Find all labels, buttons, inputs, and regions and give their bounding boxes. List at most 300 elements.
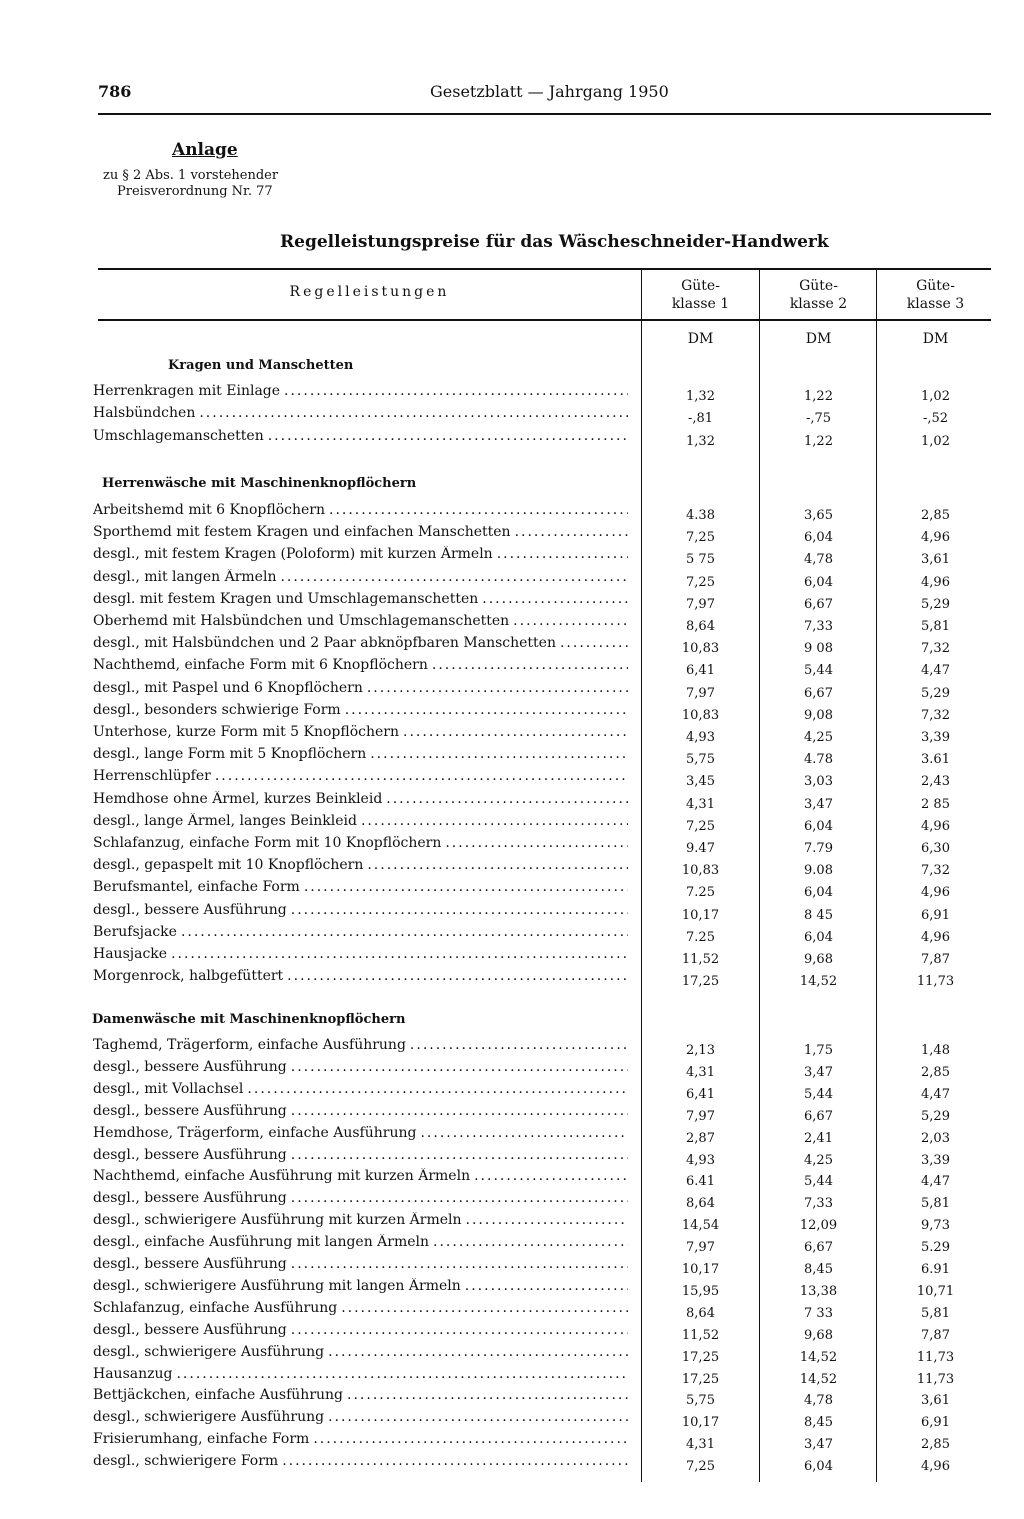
- price-klasse-2: 9 08: [804, 641, 833, 657]
- price-klasse-3: 7,87: [921, 952, 950, 967]
- page-number: 786: [98, 82, 132, 101]
- price-klasse-2: 6,04: [804, 574, 833, 590]
- row-label-text: desgl., mit Halsbündchen und 2 Paar abknöpfbaren Manschetten: [93, 635, 556, 652]
- row-label-text: desgl., lange Form mit 5 Knopflöchern: [93, 746, 367, 763]
- table-row: [93, 1299, 991, 1322]
- price-klasse-1: 7,97: [686, 685, 715, 701]
- table-row: [93, 1343, 991, 1366]
- price-klasse-1: 7,97: [686, 1240, 715, 1256]
- price-klasse-2: 6,67: [804, 1108, 833, 1124]
- row-label-text: desgl., bessere Ausführung: [93, 1256, 287, 1272]
- leader-dots: [304, 879, 628, 895]
- row-label: [93, 1125, 628, 1141]
- row-label-text: Halsbündchen: [93, 405, 196, 422]
- table-row: [93, 879, 991, 901]
- column-header-line: klasse 1: [671, 296, 730, 312]
- price-klasse-3: 4,96: [921, 818, 950, 834]
- table-row: [93, 524, 991, 546]
- row-label-text: Frisierumhang, einfache Form: [93, 1431, 310, 1448]
- row-label-text: desgl., bessere Ausführung: [93, 1321, 287, 1338]
- price-klasse-1: 9.47: [686, 841, 715, 856]
- table-row: [93, 1277, 991, 1300]
- table-row: [93, 968, 991, 990]
- price-klasse-1: 5 75: [686, 552, 715, 568]
- running-head: Gesetzblatt — Jahrgang 1950: [430, 82, 669, 101]
- table-row: [93, 1146, 991, 1169]
- table-row: [93, 746, 991, 768]
- price-klasse-1: 17,25: [681, 974, 720, 990]
- row-label: [93, 1366, 628, 1382]
- table-row: [93, 701, 991, 724]
- table-row: [93, 1037, 991, 1059]
- row-label-text: desgl., schwierigere Ausführung: [93, 1409, 325, 1426]
- price-klasse-1: 7.25: [686, 929, 715, 945]
- row-label: [93, 405, 628, 421]
- row-label: [93, 835, 628, 851]
- price-klasse-2: 5,44: [804, 1174, 833, 1190]
- row-label: [93, 946, 628, 962]
- unit-label: DM: [687, 331, 714, 347]
- row-label-text: desgl., gepaspelt mit 10 Knopflöchern: [93, 857, 364, 874]
- price-klasse-2: 9,08: [804, 707, 833, 723]
- price-klasse-1: 7,25: [686, 530, 715, 546]
- table-row: [93, 502, 991, 524]
- unit-label: DM: [922, 331, 949, 347]
- section-heading: Herrenwäsche mit Maschinenknopflöchern: [102, 476, 417, 491]
- table-row: [93, 946, 991, 968]
- price-klasse-1: 6,41: [686, 1086, 715, 1102]
- row-label-text: Herrenschlüpfer: [93, 768, 211, 785]
- row-label-text: Morgenrock, halbgefüttert: [93, 968, 284, 985]
- price-klasse-2: 6,04: [804, 885, 833, 901]
- table-row: [93, 427, 991, 450]
- table-row: [93, 857, 991, 879]
- leader-dots: [291, 1190, 628, 1206]
- row-label-text: Bettjäckchen, einfache Ausführung: [93, 1387, 344, 1404]
- table-row: [93, 1431, 991, 1453]
- row-label-text: Schlafanzug, einfache Ausführung: [93, 1299, 338, 1316]
- leader-dots: [420, 1125, 628, 1141]
- price-klasse-1: 8,64: [686, 1196, 715, 1212]
- price-klasse-2: 13,38: [799, 1283, 838, 1299]
- row-label-text: desgl., schwierigere Ausführung: [93, 1343, 325, 1360]
- price-klasse-1: 7,97: [686, 596, 715, 612]
- price-klasse-2: -,75: [805, 411, 832, 427]
- table-row: [93, 568, 991, 591]
- price-klasse-3: 3,61: [921, 552, 950, 568]
- table-row: [93, 1409, 991, 1431]
- price-klasse-2: 6,67: [804, 1240, 833, 1256]
- price-klasse-2: 9.08: [804, 863, 833, 879]
- leader-dots: [361, 813, 628, 829]
- table-row: [93, 635, 991, 657]
- leader-dots: [345, 702, 628, 718]
- leader-dots: [367, 857, 628, 873]
- price-klasse-1: 5,75: [686, 752, 715, 768]
- table-row: [93, 1058, 991, 1081]
- price-klasse-2: 3,47: [804, 796, 833, 812]
- price-klasse-1: 10,17: [681, 1415, 720, 1431]
- price-klasse-1: 7.25: [686, 885, 715, 901]
- leader-dots: [433, 1234, 628, 1250]
- column-header-line: klasse 2: [789, 296, 848, 312]
- price-klasse-2: 5,44: [804, 1086, 833, 1102]
- leader-dots: [282, 1453, 628, 1469]
- leader-dots: [291, 1103, 628, 1119]
- price-klasse-3: 11,73: [916, 1349, 955, 1365]
- column-header-line: klasse 3: [906, 296, 965, 312]
- price-klasse-2: 8,45: [804, 1262, 833, 1277]
- price-klasse-2: 6,04: [804, 1459, 833, 1475]
- row-label-text: Oberhemd mit Halsbündchen und Umschlagemanschetten: [93, 613, 510, 629]
- price-klasse-2: 2,41: [804, 1130, 833, 1146]
- table-row: [93, 768, 991, 790]
- price-klasse-3: 4,96: [921, 530, 950, 546]
- price-klasse-2: 3,47: [804, 1064, 833, 1080]
- price-klasse-2: 4,78: [804, 1393, 833, 1409]
- table-row: [93, 1190, 991, 1212]
- row-label-text: desgl., bessere Ausführung: [93, 901, 287, 918]
- price-klasse-3: 2 85: [921, 796, 950, 812]
- row-label-text: desgl., lange Ärmel, langes Beinkleid: [93, 812, 357, 829]
- price-klasse-1: 7,25: [686, 1459, 715, 1475]
- price-klasse-1: 8,64: [686, 1305, 715, 1321]
- table-row: [93, 1387, 991, 1409]
- price-klasse-2: 6,04: [804, 929, 833, 945]
- annex-line: zu § 2 Abs. 1 vorstehender: [103, 168, 279, 183]
- row-label: [93, 524, 628, 540]
- column-header-line: Güte-: [681, 278, 720, 294]
- price-klasse-1: -,81: [687, 411, 714, 427]
- price-klasse-1: 4.38: [686, 508, 715, 523]
- row-label-text: desgl., schwierigere Ausführung mit kurzen Ärmeln: [93, 1212, 462, 1229]
- section-heading: Kragen und Manschetten: [168, 358, 354, 373]
- price-klasse-3: 4,47: [921, 663, 950, 679]
- table-row: [93, 590, 991, 613]
- price-klasse-1: 17,25: [681, 1349, 720, 1365]
- row-label-text: Arbeitshemd mit 6 Knopflöchern: [93, 502, 325, 518]
- row-label: [93, 902, 628, 918]
- price-klasse-1: 4,93: [686, 730, 715, 745]
- price-klasse-3: 6,91: [921, 1415, 950, 1431]
- row-label: [93, 1387, 628, 1403]
- row-label: [93, 1431, 628, 1447]
- table-row: [93, 1102, 991, 1125]
- price-klasse-3: 3.61: [921, 752, 950, 768]
- row-label-text: Hemdhose, Trägerform, einfache Ausführung: [93, 1124, 417, 1141]
- row-label: [93, 635, 628, 651]
- price-klasse-3: 2,85: [921, 1064, 950, 1080]
- price-klasse-2: 3,65: [804, 508, 833, 523]
- price-klasse-3: 7,32: [921, 641, 950, 657]
- leader-dots: [370, 746, 628, 762]
- row-label: [93, 1081, 628, 1097]
- leader-dots: [403, 724, 628, 740]
- row-label-text: desgl., mit Paspel und 6 Knopflöchern: [93, 679, 363, 696]
- price-klasse-2: 6,67: [804, 596, 833, 612]
- unit-label: DM: [805, 331, 832, 347]
- row-label: [93, 1234, 628, 1250]
- price-klasse-3: 4,47: [921, 1086, 950, 1102]
- table-row: [93, 1212, 991, 1234]
- table-row: [93, 405, 991, 427]
- row-label-text: desgl., mit festem Kragen (Poloform) mit kurzen Ärmeln: [93, 546, 493, 563]
- row-label: [93, 657, 628, 673]
- price-klasse-3: 6,91: [921, 907, 950, 923]
- table-row: [93, 657, 991, 679]
- price-klasse-3: 4,96: [921, 1459, 950, 1475]
- price-klasse-1: 2,87: [686, 1130, 715, 1146]
- annex-line: Preisverordnung Nr. 77: [117, 184, 273, 199]
- table-row: [93, 546, 991, 568]
- price-klasse-3: 3,39: [921, 730, 950, 745]
- row-label: [93, 680, 628, 696]
- section-heading: Damenwäsche mit Maschinenknopflöchern: [92, 1012, 406, 1027]
- price-klasse-1: 6.41: [686, 1174, 715, 1190]
- row-label: [93, 1147, 628, 1163]
- price-klasse-1: 10,17: [681, 1262, 720, 1277]
- price-klasse-3: 5.29: [921, 1240, 950, 1256]
- leader-dots: [445, 835, 628, 851]
- price-klasse-2: 9,68: [804, 1327, 833, 1343]
- price-table: [92, 268, 991, 1482]
- row-label: [93, 1409, 628, 1425]
- row-label: [93, 1059, 628, 1075]
- table-row: [93, 835, 991, 857]
- table-row: [93, 1321, 991, 1344]
- leader-dots: [247, 1081, 628, 1097]
- leader-dots: [328, 1344, 628, 1360]
- price-klasse-2: 8 45: [804, 907, 833, 923]
- leader-dots: [386, 791, 628, 807]
- leader-dots: [410, 1037, 628, 1053]
- price-klasse-2: 3,47: [804, 1437, 833, 1453]
- row-label-text: desgl., schwierigere Ausführung mit langen Ärmeln: [93, 1277, 461, 1294]
- row-label: [93, 768, 628, 784]
- row-label: [93, 569, 628, 585]
- row-label: [93, 1453, 628, 1469]
- price-klasse-1: 5,75: [686, 1393, 715, 1409]
- price-klasse-1: 10,17: [681, 907, 720, 923]
- row-label: [93, 791, 628, 807]
- price-klasse-2: 4.78: [804, 752, 833, 768]
- column-header-line: Güte-: [916, 278, 955, 294]
- document-title: Regelleistungspreise für das Wäscheschneider-Handwerk: [280, 232, 829, 252]
- table-row: [93, 790, 991, 813]
- row-label-text: desgl., bessere Ausführung: [93, 1146, 287, 1163]
- row-label: [93, 428, 628, 444]
- table-row: [93, 383, 991, 405]
- table-row: [93, 1453, 991, 1475]
- leader-dots: [268, 428, 628, 444]
- leader-dots: [329, 502, 628, 518]
- price-klasse-2: 3,03: [804, 774, 833, 790]
- leader-dots: [181, 924, 628, 940]
- leader-dots: [515, 524, 628, 540]
- price-klasse-3: 3,61: [921, 1393, 950, 1409]
- price-klasse-1: 10,83: [681, 641, 720, 657]
- row-label: [93, 968, 628, 984]
- price-klasse-1: 2,13: [686, 1043, 715, 1058]
- row-label-text: desgl., bessere Ausführung: [93, 1058, 287, 1075]
- row-label: [93, 924, 628, 940]
- price-klasse-3: 4,96: [921, 885, 950, 901]
- table-row: [93, 923, 991, 946]
- price-klasse-3: 3,39: [921, 1152, 950, 1168]
- price-klasse-2: 1,75: [804, 1043, 833, 1058]
- price-klasse-2: 14,52: [799, 1371, 838, 1387]
- price-klasse-3: 4,96: [921, 574, 950, 590]
- row-label: [93, 857, 628, 873]
- leader-dots: [465, 1278, 628, 1294]
- price-klasse-3: 5,81: [921, 1196, 950, 1212]
- price-klasse-3: 6,30: [921, 841, 950, 856]
- row-label: [93, 1256, 628, 1272]
- row-label: [93, 1344, 628, 1360]
- price-klasse-2: 1,22: [804, 433, 833, 449]
- row-label: [93, 1322, 628, 1338]
- price-klasse-1: 1,32: [686, 389, 715, 404]
- price-klasse-1: 6,41: [686, 663, 715, 679]
- leader-dots: [215, 768, 628, 784]
- price-klasse-3: 11,73: [916, 1371, 955, 1387]
- price-klasse-2: 6,04: [804, 530, 833, 546]
- price-klasse-1: 11,52: [681, 1327, 720, 1343]
- price-klasse-3: 5,81: [921, 619, 950, 634]
- leader-dots: [171, 946, 628, 962]
- price-klasse-2: 4,25: [804, 730, 833, 745]
- price-klasse-1: 4,31: [686, 1437, 715, 1453]
- price-klasse-2: 6,04: [804, 818, 833, 834]
- table-row: [93, 1168, 991, 1190]
- leader-dots: [291, 1322, 628, 1338]
- row-label-text: desgl., bessere Ausführung: [93, 1190, 287, 1207]
- price-klasse-2: 7,33: [804, 1196, 833, 1212]
- leader-dots: [466, 1212, 628, 1228]
- price-klasse-3: 5,29: [921, 596, 950, 612]
- row-label: [93, 813, 628, 829]
- row-label-text: desgl., mit langen Ärmeln: [93, 568, 277, 585]
- row-label: [93, 746, 628, 762]
- row-label-text: Hausjacke: [93, 946, 168, 962]
- row-label-text: Unterhose, kurze Form mit 5 Knopflöchern: [93, 724, 400, 740]
- row-label-text: desgl., bessere Ausführung: [93, 1102, 287, 1119]
- leader-dots: [291, 1059, 628, 1075]
- price-klasse-1: 15,95: [681, 1283, 720, 1299]
- row-label-text: desgl., einfache Ausführung mit langen Ärmeln: [93, 1234, 430, 1251]
- leader-dots: [474, 1168, 628, 1184]
- leader-dots: [199, 405, 628, 421]
- price-klasse-1: 17,25: [681, 1371, 720, 1387]
- leader-dots: [513, 613, 628, 629]
- leader-dots: [176, 1366, 628, 1382]
- table-row: [93, 613, 991, 635]
- table-row: [93, 724, 991, 746]
- table-row: [93, 679, 991, 702]
- row-label-text: Berufsmantel, einfache Form: [93, 879, 300, 896]
- price-klasse-1: 4,31: [686, 796, 715, 812]
- row-label: [93, 1212, 628, 1228]
- row-label: [93, 1037, 628, 1053]
- price-klasse-2: 4,25: [804, 1152, 833, 1168]
- price-klasse-1: 10,83: [681, 863, 720, 879]
- price-klasse-3: 1,48: [921, 1043, 950, 1058]
- price-klasse-1: 4,93: [686, 1152, 715, 1168]
- price-klasse-3: -,52: [922, 411, 949, 427]
- leader-dots: [482, 591, 628, 607]
- leader-dots: [341, 1300, 628, 1316]
- row-label-text: Schlafanzug, einfache Form mit 10 Knopflöchern: [93, 835, 442, 851]
- price-klasse-2: 7.79: [804, 841, 833, 856]
- price-klasse-1: 3,45: [686, 774, 715, 790]
- leader-dots: [280, 569, 628, 585]
- row-label-text: Taghemd, Trägerform, einfache Ausführung: [93, 1037, 406, 1053]
- leader-dots: [313, 1431, 628, 1447]
- leader-dots: [367, 680, 628, 696]
- price-klasse-1: 10,83: [681, 707, 720, 723]
- column-header-klasse-1: [642, 277, 759, 313]
- price-klasse-3: 2,85: [921, 1437, 950, 1453]
- row-label: [93, 724, 628, 740]
- price-klasse-1: 11,52: [681, 952, 720, 967]
- price-klasse-3: 1,02: [921, 389, 950, 404]
- price-klasse-2: 12,09: [799, 1218, 838, 1234]
- table-row: [93, 901, 991, 924]
- row-label: [93, 546, 628, 562]
- price-klasse-3: 10,71: [916, 1283, 955, 1299]
- column-header-klasse-2: [760, 277, 877, 313]
- price-klasse-3: 9,73: [921, 1218, 950, 1234]
- row-label-text: desgl., besonders schwierige Form: [93, 701, 341, 718]
- leader-dots: [284, 383, 628, 399]
- row-label: [93, 1168, 628, 1184]
- price-klasse-3: 11,73: [916, 974, 955, 990]
- price-klasse-3: 2,03: [921, 1130, 950, 1146]
- table-row: [93, 1256, 991, 1278]
- column-header-regelleistungen: Regelleistungen: [289, 284, 450, 300]
- price-klasse-1: 7,25: [686, 574, 715, 590]
- price-klasse-2: 9,68: [804, 952, 833, 967]
- row-label: [93, 702, 628, 718]
- price-klasse-3: 2,85: [921, 508, 950, 523]
- price-klasse-2: 8,45: [804, 1415, 833, 1431]
- price-klasse-3: 7,32: [921, 707, 950, 723]
- table-row: [93, 1124, 991, 1147]
- row-label: [93, 1278, 628, 1294]
- price-klasse-1: 14,54: [681, 1218, 720, 1234]
- row-label: [93, 1103, 628, 1119]
- row-label: [93, 1300, 628, 1316]
- price-klasse-3: 5,29: [921, 685, 950, 701]
- price-klasse-2: 4,78: [804, 552, 833, 568]
- price-klasse-3: 4,96: [921, 929, 950, 945]
- table-row: [93, 812, 991, 835]
- row-label-text: Sporthemd mit festem Kragen und einfachen Manschetten: [93, 524, 511, 541]
- row-label-text: Nachthemd, einfache Ausführung mit kurzen Ärmeln: [93, 1168, 471, 1185]
- row-label: [93, 1190, 628, 1206]
- leader-dots: [291, 1256, 628, 1272]
- row-label-text: desgl., mit Vollachsel: [93, 1080, 244, 1097]
- row-label: [93, 502, 628, 518]
- price-klasse-3: 7,32: [921, 863, 950, 879]
- column-header-klasse-3: [877, 277, 994, 313]
- column-header-line: Güte-: [799, 278, 838, 294]
- price-klasse-3: 4,47: [921, 1174, 950, 1190]
- row-label: [93, 591, 628, 607]
- table-header-rule: [98, 319, 991, 321]
- leader-dots: [432, 657, 628, 673]
- leader-dots: [560, 635, 628, 651]
